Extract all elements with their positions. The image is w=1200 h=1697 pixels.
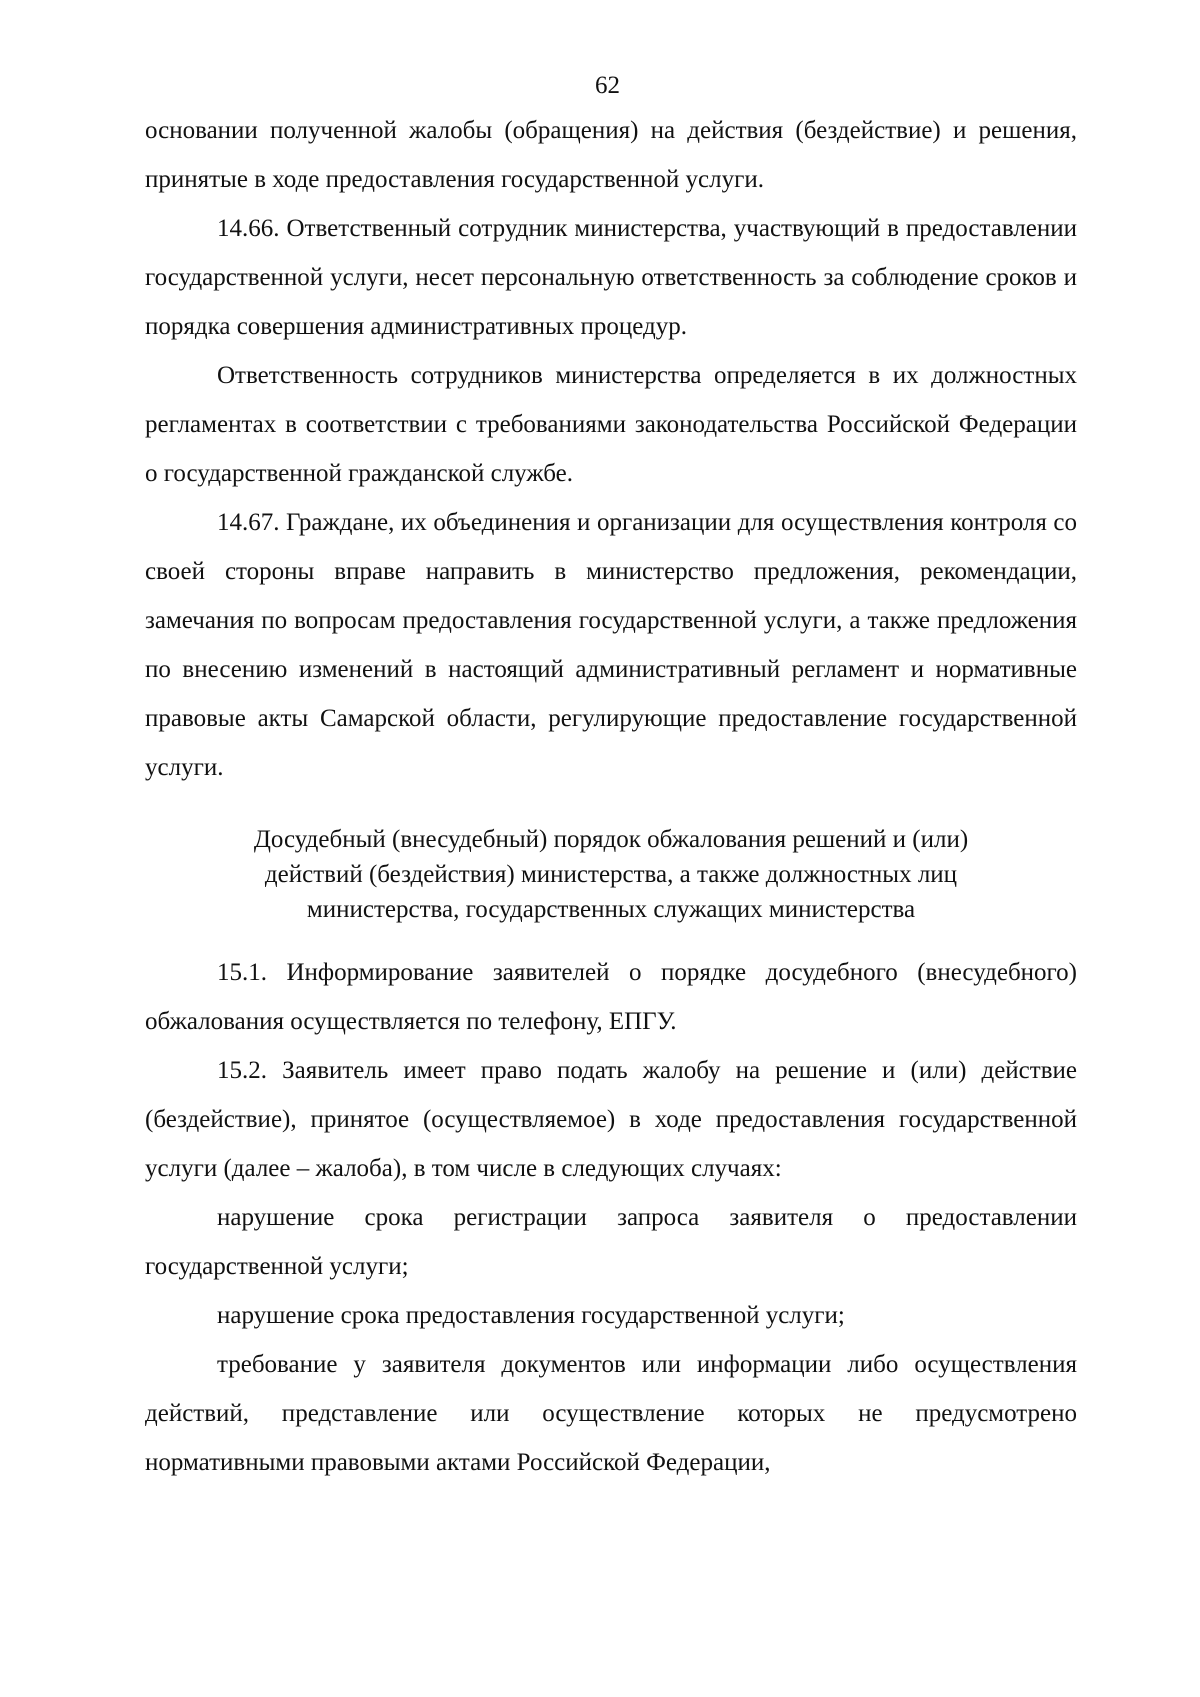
document-body (145, 106, 1077, 1487)
page-number: 62 (595, 72, 620, 99)
paragraph-14-67: 14.67. Граждане, их объединения и организации для осуществления контроля со своей стороны вправе направить в министерство предложения, рекомендации, замечания по вопросам предоставления государственной услуги, а также предложения по внесению изменений в настоящий административный регламент и нормативные правовые акты Самарской области, регулирующие предоставление государственной услуги. (145, 509, 1077, 781)
list-item-document-requirement: требование у заявителя документов или информации либо осуществления действий, представление или осуществление которых не предусмотрено нормативными правовыми актами Российской Федерации, (145, 1351, 1077, 1476)
section-heading-line-2: действий (бездействия) министерства, а также должностных лиц (264, 861, 958, 888)
paragraph-15-2: 15.2. Заявитель имеет право подать жалобу на решение и (или) действие (бездействие), принятое (осуществляемое) в ходе предоставления государственной услуги (далее – жалоба), в том числе в следующих случаях: (145, 1057, 1077, 1182)
paragraph-15-1: 15.1. Информирование заявителей о порядке досудебного (внесудебного) обжалования осуществляется по телефону, ЕПГУ. (145, 959, 1077, 1035)
paragraph-continuation: основании полученной жалобы (обращения) на действия (бездействие) и решения, принятые в ходе предоставления государственной услуги. (145, 117, 1077, 193)
list-item-registration-deadline: нарушение срока регистрации запроса заявителя о предоставлении государственной услуги; (145, 1204, 1077, 1280)
list-item-service-deadline: нарушение срока предоставления государственной услуги; (217, 1302, 845, 1329)
section-heading-line-3: министерства, государственных служащих министерства (306, 896, 916, 923)
section-heading (145, 822, 1077, 927)
paragraph-14-66: 14.66. Ответственный сотрудник министерства, участвующий в предоставлении государственной услуги, несет персональную ответственность за соблюдение сроков и порядка совершения административных процедур. (145, 215, 1077, 340)
paragraph-responsibility: Ответственность сотрудников министерства определяется в их должностных регламентах в соответствии с требованиями законодательства Российской Федерации о государственной гражданской службе. (145, 362, 1077, 487)
section-heading-line-1: Досудебный (внесудебный) порядок обжалования решений и (или) (253, 826, 969, 853)
